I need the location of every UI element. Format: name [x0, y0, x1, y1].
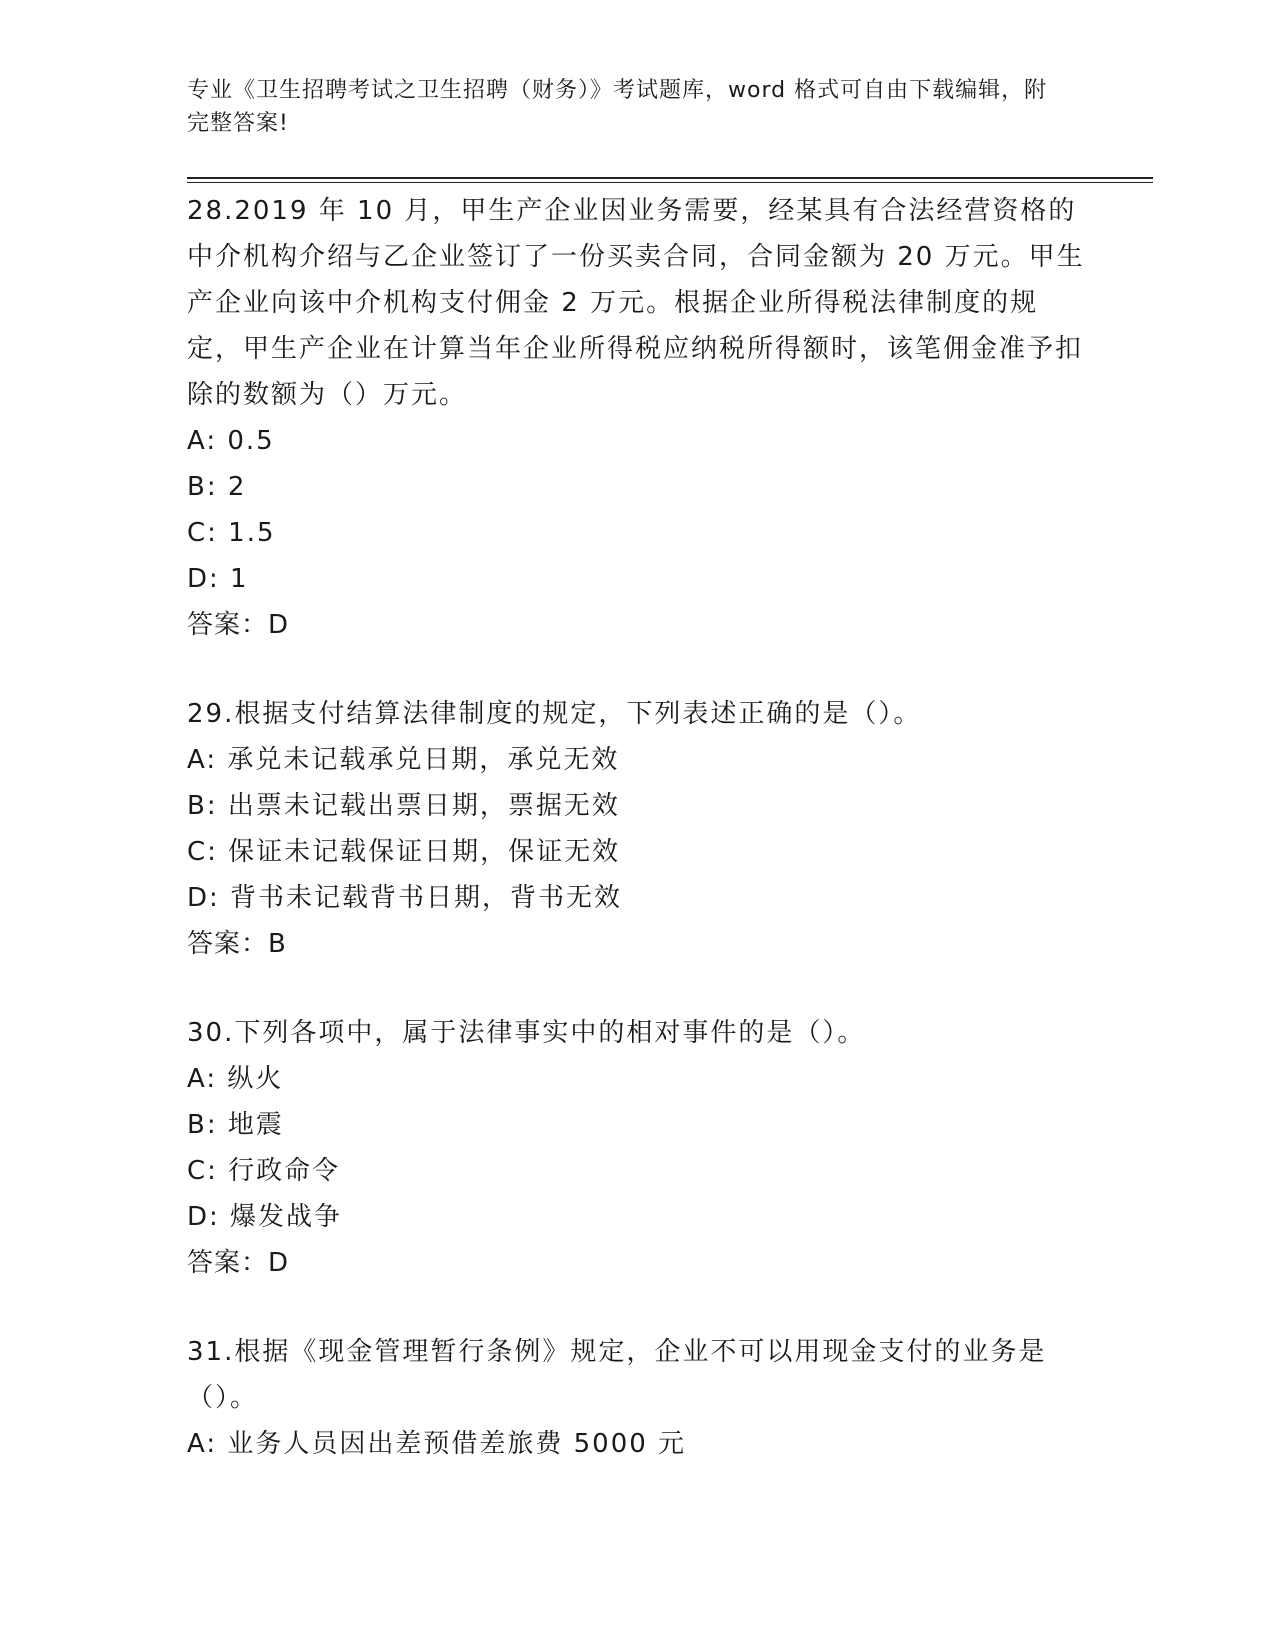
question-stem: 31.根据《现金管理暂行条例》规定，企业不可以用现金支付的业务是（）。 [187, 1337, 1047, 1413]
question-list [187, 188, 1087, 1510]
document-header: 专业《卫生招聘考试之卫生招聘（财务）》考试题库，word 格式可自由下载编辑，附完整答案! [187, 78, 1048, 136]
option-c: C: 行政命令 [187, 1156, 341, 1186]
header-rule-thick [187, 177, 1153, 179]
option-d: D: 爆发战争 [187, 1202, 343, 1232]
option-b: B: 出票未记载出票日期，票据无效 [187, 791, 620, 821]
option-b: B: 地震 [187, 1110, 284, 1140]
question-stem: 30.下列各项中，属于法律事实中的相对事件的是（）。 [187, 1018, 866, 1048]
question-stem: 28.2019 年 10 月，甲生产企业因业务需要，经某具有合法经营资格的中介机构介绍与乙企业签订了一份买卖合同，合同金额为 20 万元。甲生产企业向该中介机构支付佣金 2 万元。根据企业所得税法律制度的规定，甲生产企业在计算当年企业所得税应纳税所得额时，该笔佣金准予扣除的数额为（）万元。 [187, 196, 1085, 410]
answer: 答案：B [187, 929, 287, 959]
option-a: A: 承兑未记载承兑日期，承兑无效 [187, 745, 620, 775]
question-29 [187, 691, 1087, 967]
answer: 答案：D [187, 610, 290, 640]
option-c: C: 保证未记载保证日期，保证无效 [187, 837, 621, 867]
question-31 [187, 1329, 1087, 1467]
option-a: A: 纵火 [187, 1064, 284, 1094]
option-d: D: 1 [187, 564, 249, 594]
option-c: C: 1.5 [187, 518, 276, 548]
header-rule-thin [187, 182, 1153, 183]
option-d: D: 背书未记载背书日期，背书无效 [187, 883, 623, 913]
option-a: A: 业务人员因出差预借差旅费 5000 元 [187, 1429, 687, 1459]
question-stem: 29.根据支付结算法律制度的规定，下列表述正确的是（）。 [187, 699, 922, 729]
option-a: A: 0.5 [187, 426, 275, 456]
question-28 [187, 188, 1087, 648]
option-b: B: 2 [187, 472, 247, 502]
question-30 [187, 1010, 1087, 1286]
answer: 答案：D [187, 1248, 290, 1278]
